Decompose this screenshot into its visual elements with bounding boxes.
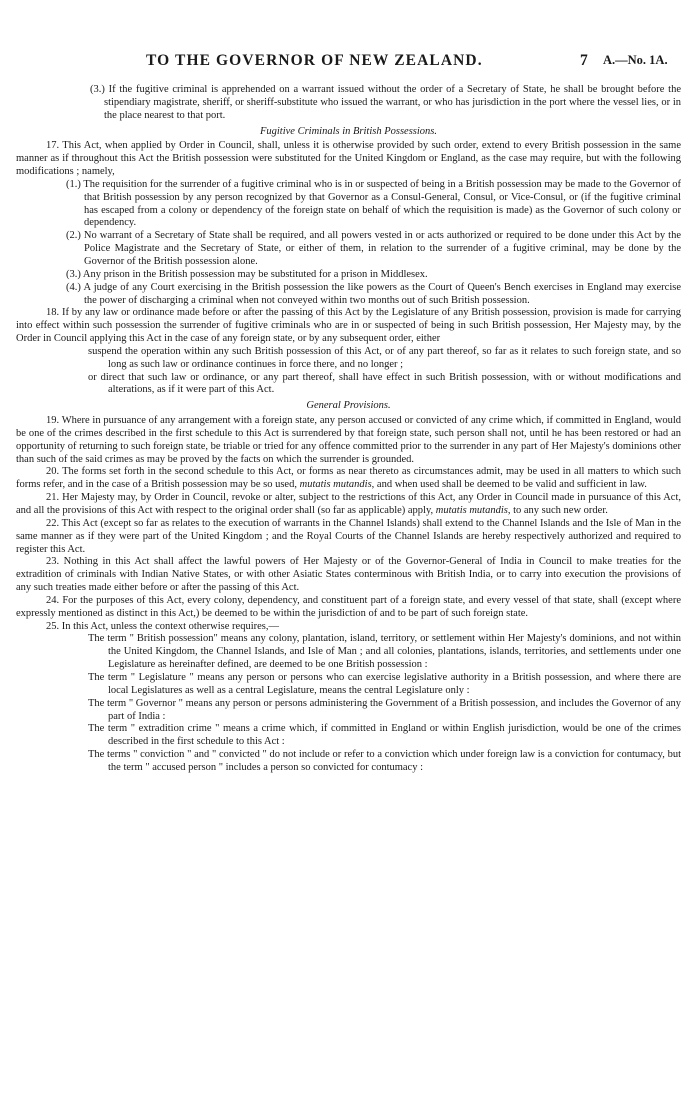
page-title: TO THE GOVERNOR OF NEW ZEALAND. — [146, 52, 483, 69]
page-number: 7 — [580, 52, 588, 69]
section-heading-general-provisions: General Provisions. — [306, 400, 391, 412]
section-18-option-direct: or direct that such law or ordinance, or any part thereof, shall have effect in such British possession, with or without modifications and alterations, as if it were part of this Act. — [88, 371, 681, 396]
definition-british-possession: The term " British possession" means any colony, plantation, island, territory, or settlement within Her Majesty's dominions, and not within the United Kingdom, the Channel Islands, and Isle of Man ; and all colonies, plantations, islands, territories, and settlements under one Legislature as hereinafter defined, are deemed to be one British possession : — [88, 633, 681, 671]
definition-conviction: The terms " conviction " and " convicted " do not include or refer to a conviction which under foreign law is a conviction for contumacy, but the term " accused person " includes a person so convicted for contumacy : — [88, 749, 681, 773]
section-20: 20. The forms set forth in the second schedule to this Act, or forms as near thereto as circumstances admit, may be used in all matters to which such forms refer, and in the case of a British possession may be so used, mutatis mutandis, and when used shall be deemed to be valid and sufficient in law. — [16, 466, 681, 491]
paper-reference: A.—No. 1A. — [603, 53, 668, 67]
definition-extradition-crime: The term " extradition crime " means a crime which, if committed in England or within English jurisdiction, would be one of the crimes described in the first schedule to this Act : — [88, 723, 681, 748]
section-23: 23. Nothing in this Act shall affect the lawful powers of Her Majesty or of the Governor-General of India in Council to make treaties for the extradition of criminals with Indian Native States, or with other Asiatic States conterminous with British India, or to carry into execution the provisions of any such treaties made either before or after the passing of this Act. — [16, 556, 681, 594]
definition-governor: The term " Governor " means any person or persons administering the Government of a British possession, and includes the Governor of any part of India : — [88, 697, 681, 722]
section-heading-fugitive-criminals: Fugitive Criminals in British Possessions. — [259, 125, 438, 137]
section-17-item-2: (2.) No warrant of a Secretary of State shall be required, and all powers vested in or acts authorized or required to be done under this Act by the Police Magistrate and the Secretary of State, or either of them, in relation to the surrender of a fugitive criminal, may be done by the Governor of the British possession alone. — [66, 230, 681, 267]
definition-legislature: The term " Legislature " means any person or persons who can exercise legislative authority in a British possession, and where there are local Legislatures as well as a central Legislature, means the central Legislature only : — [88, 671, 681, 696]
section-17: 17. This Act, when applied by Order in Council, shall, unless it is otherwise provided by such order, extend to every British possession in the same manner as if throughout this Act the British possession were substituted for the United Kingdom or England, as the case may require, but with the following modifications ; namely, — [16, 140, 681, 178]
section-22: 22. This Act (except so far as relates to the execution of warrants in the Channel Islands) shall extend to the Channel Islands and the Isle of Man in the same manner as if they were part of the United Kingdom ; and the Royal Courts of the Channel Islands are hereby respectively authorized and required to register this Act. — [16, 517, 681, 555]
section-18: 18. If by any law or ordinance made before or after the passing of this Act by the Legislature of any British possession, provision is made for carrying into effect within such possession the surrender of fugitive criminals who are in or suspected of being in such British possession, Her Majesty may, by the Order in Council applying this Act in the case of any foreign state, or by any subsequent order, either — [16, 307, 681, 345]
section-19: 19. Where in pursuance of any arrangement with a foreign state, any person accused or convicted of any crime which, if committed in England, would be one of the crimes described in the first schedule to this Act is surrendered by that foreign state, such person shall not, until he has been restored or had an opportunity of returning to such foreign state, be triable or tried for any offence committed prior to the surrender in any part of Her Majesty's dominions other than such of the said crimes as may be proved by the facts on which the surrender is grounded. — [16, 415, 681, 465]
section-21: 21. Her Majesty may, by Order in Council, revoke or alter, subject to the restrictions of this Act, any Order in Council made in pursuance of this Act, and all the provisions of this Act with respect to the original order shall (so far as applicable) apply, mutatis mutandis, to any such new order. — [16, 492, 681, 516]
document-body — [16, 84, 681, 775]
section-17-item-3: (3.) Any prison in the British possession may be substituted for a prison in Middlesex. — [66, 268, 428, 280]
clause-3: (3.) If the fugitive criminal is apprehended on a warrant issued without the order of a Secretary of State, he shall be brought before the stipendiary magistrate, sheriff, or sheriff-substitute who issued the warrant, or who has jurisdiction in the port where the vessel lies, or in the place nearest to that port. — [90, 84, 681, 121]
section-25: 25. In this Act, unless the context otherwise requires,— — [46, 620, 279, 632]
section-17-item-1: (1.) The requisition for the surrender of a fugitive criminal who is in or suspected of being in a British possession may be made to the Governor of that British possession by any person recognized by that Governor as a Consul-General, Consul, or Vice-Consul, or (if the fugitive criminal has escaped from a colony or dependency of the foreign state on behalf of which the requisition is made) as the Governor of such colony or dependency. — [66, 178, 681, 229]
section-18-option-suspend: suspend the operation within any such British possession of this Act, or of any part thereof, so far as it relates to such foreign state, and so long as such law or ordinance continues in force there, and no longer ; — [88, 345, 681, 370]
section-24: 24. For the purposes of this Act, every colony, dependency, and constituent part of a foreign state, and every vessel of that state, shall (except where expressly mentioned as distinct in this Act,) be deemed to be within the jurisdiction of and to be part of such foreign state. — [16, 594, 681, 619]
page-header — [0, 52, 700, 74]
section-17-item-4: (4.) A judge of any Court exercising in the British possession the like powers as the Court of Queen's Bench exercises in England may exercise the power of discharging a criminal when not conveyed within two months out of such British possession. — [66, 281, 681, 306]
